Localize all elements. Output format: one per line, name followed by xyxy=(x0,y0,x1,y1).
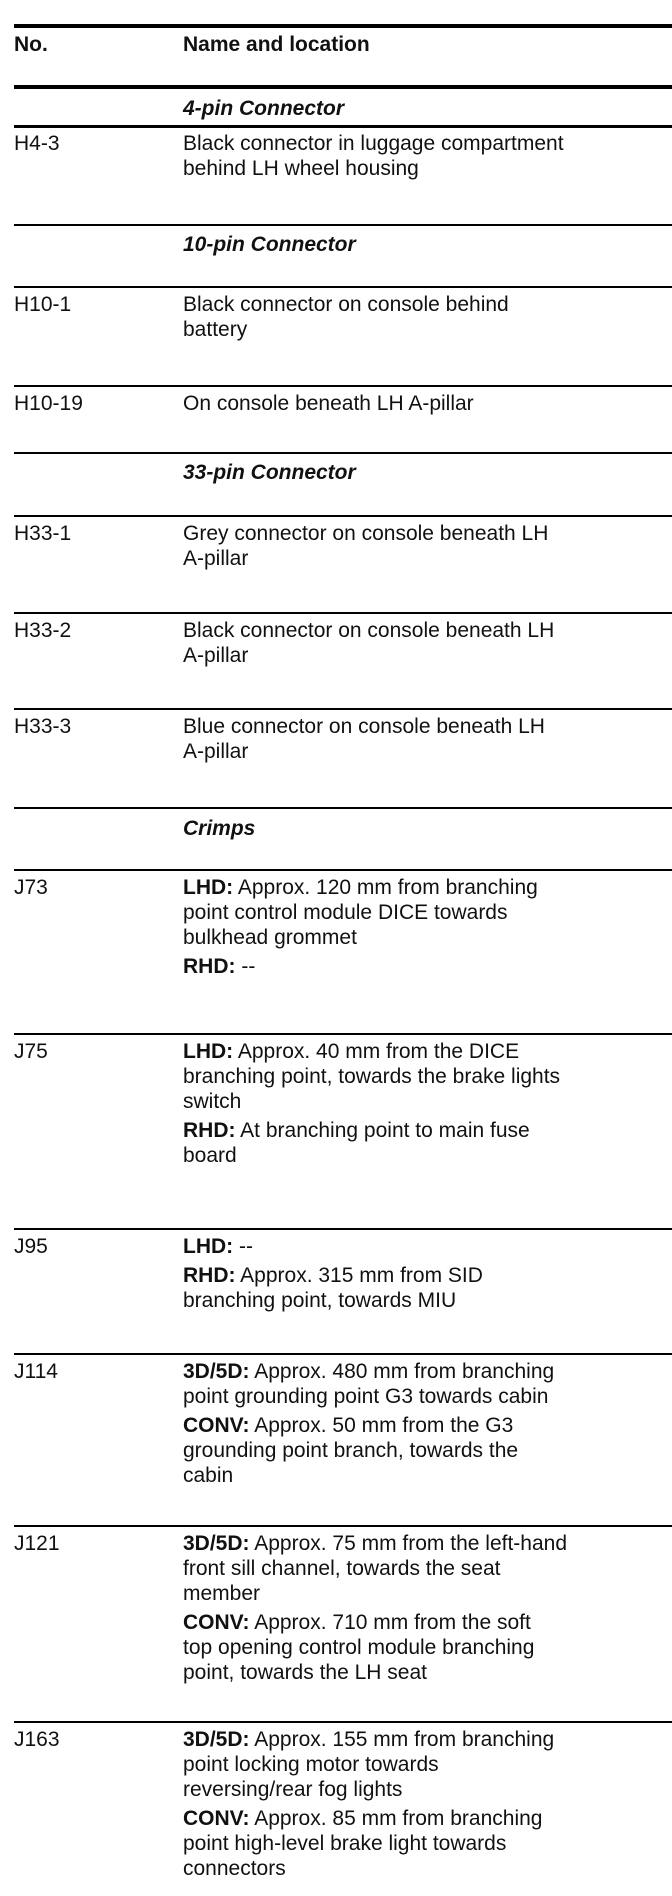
row-rule xyxy=(14,385,672,387)
description-paragraph xyxy=(183,1610,672,1685)
description-line: Black connector on console beneath LH xyxy=(183,619,555,642)
description-text: Approx. 710 mm from the soft xyxy=(249,1611,531,1634)
variant-label: LHD: xyxy=(183,1235,234,1258)
description-line xyxy=(183,1727,672,1752)
row-number-h33-3: H33-3 xyxy=(14,715,72,738)
description-line xyxy=(183,1531,672,1556)
row-number-j73: J73 xyxy=(14,876,48,899)
table-top-rule xyxy=(14,24,672,28)
variant-label: 3D/5D: xyxy=(183,1360,250,1383)
variant-label: CONV: xyxy=(183,1414,250,1437)
row-description-j73 xyxy=(183,875,672,979)
description-line: A-pillar xyxy=(183,644,249,667)
description-text: At branching point to main fuse xyxy=(235,1119,530,1142)
description-line: Grey connector on console beneath LH xyxy=(183,522,549,545)
header-no: No. xyxy=(14,33,48,56)
description-line: A-pillar xyxy=(183,740,249,763)
description-text: -- xyxy=(235,955,256,978)
row-rule xyxy=(14,1228,672,1230)
description-paragraph xyxy=(183,954,672,979)
description-line: point locking motor towards xyxy=(183,1753,439,1776)
row-rule xyxy=(14,612,672,614)
row-rule xyxy=(14,1721,672,1723)
row-rule xyxy=(14,1525,672,1527)
description-line: cabin xyxy=(183,1464,234,1487)
description-line: connectors xyxy=(183,1857,286,1880)
variant-label: LHD: xyxy=(183,876,234,899)
description-paragraph xyxy=(183,1359,672,1409)
description-line: A-pillar xyxy=(183,547,249,570)
variant-label: LHD: xyxy=(183,1040,234,1063)
description-line: point control module DICE towards xyxy=(183,901,508,924)
description-line: top opening control module branching xyxy=(183,1636,535,1659)
row-description-j114 xyxy=(183,1359,672,1488)
description-paragraph xyxy=(183,1413,672,1488)
description-paragraph xyxy=(183,875,672,950)
description-text: Approx. 50 mm from the G3 xyxy=(249,1414,514,1437)
row-description-h10-19 xyxy=(183,391,672,416)
description-paragraph xyxy=(183,1234,672,1259)
variant-label: RHD: xyxy=(183,955,236,978)
description-line: branching point, towards the brake lights xyxy=(183,1065,561,1088)
row-description-h33-1 xyxy=(183,521,672,571)
description-line: branching point, towards MIU xyxy=(183,1289,457,1312)
description-line: point grounding point G3 towards cabin xyxy=(183,1385,549,1408)
description-line: behind LH wheel housing xyxy=(183,157,419,180)
variant-label: 3D/5D: xyxy=(183,1532,250,1555)
description-line: grounding point branch, towards the xyxy=(183,1439,519,1462)
row-number-h10-19: H10-19 xyxy=(14,392,83,415)
description-text: Approx. 40 mm from the DICE xyxy=(233,1040,520,1063)
variant-label: RHD: xyxy=(183,1119,236,1142)
description-text: -- xyxy=(233,1235,253,1258)
description-text: Approx. 315 mm from SID xyxy=(235,1264,483,1287)
description-line xyxy=(183,875,672,900)
description-line: point high-level brake light towards xyxy=(183,1832,507,1855)
row-rule xyxy=(14,1353,672,1355)
description-line: Blue connector on console beneath LH xyxy=(183,715,545,738)
row-number-j95: J95 xyxy=(14,1235,48,1258)
row-number-h33-2: H33-2 xyxy=(14,619,72,642)
row-description-j95 xyxy=(183,1234,672,1313)
row-rule xyxy=(14,708,672,710)
description-text: Approx. 480 mm from branching xyxy=(249,1360,555,1383)
header-name-location: Name and location xyxy=(183,33,370,56)
description-line: board xyxy=(183,1144,237,1167)
row-number-j121: J121 xyxy=(14,1532,60,1555)
description-line: reversing/rear fog lights xyxy=(183,1778,403,1801)
row-description-j75 xyxy=(183,1039,672,1168)
description-text: Approx. 85 mm from branching xyxy=(249,1807,543,1830)
section-title-10-pin: 10-pin Connector xyxy=(183,233,356,256)
row-description-h33-3 xyxy=(183,714,672,764)
row-description-h33-2 xyxy=(183,618,672,668)
description-line: battery xyxy=(183,318,248,341)
row-description-h10-1 xyxy=(183,292,672,342)
description-line: Black connector in luggage compartment xyxy=(183,132,564,155)
description-line xyxy=(183,1234,672,1259)
description-line: switch xyxy=(183,1090,242,1113)
description-paragraph xyxy=(183,1263,672,1313)
row-description-j163 xyxy=(183,1727,672,1881)
row-number-j75: J75 xyxy=(14,1040,48,1063)
description-line: member xyxy=(183,1582,261,1605)
section-title-4-pin: 4-pin Connector xyxy=(183,97,344,120)
description-line xyxy=(183,1263,672,1288)
row-rule xyxy=(14,224,672,226)
section-title-33-pin: 33-pin Connector xyxy=(183,461,356,484)
row-rule xyxy=(14,807,672,809)
description-line xyxy=(183,1610,672,1635)
description-line xyxy=(183,1806,672,1831)
section-title-crimps: Crimps xyxy=(183,817,256,840)
row-rule xyxy=(14,286,672,288)
variant-label: 3D/5D: xyxy=(183,1728,250,1751)
row-rule xyxy=(14,1033,672,1035)
row-number-h4-3: H4-3 xyxy=(14,132,60,155)
description-text: Approx. 120 mm from branching xyxy=(233,876,538,899)
description-paragraph xyxy=(183,1806,672,1881)
description-line: front sill channel, towards the seat xyxy=(183,1557,501,1580)
description-line: bulkhead grommet xyxy=(183,926,357,949)
description-paragraph xyxy=(183,1039,672,1114)
description-line xyxy=(183,1118,672,1143)
variant-label: CONV: xyxy=(183,1807,250,1830)
row-rule xyxy=(14,452,672,454)
description-text: Approx. 155 mm from branching xyxy=(249,1728,555,1751)
row-number-h10-1: H10-1 xyxy=(14,293,72,316)
header-bottom-rule xyxy=(14,85,672,89)
description-paragraph xyxy=(183,1727,672,1802)
row-number-j163: J163 xyxy=(14,1728,60,1751)
description-line xyxy=(183,1413,672,1438)
row-number-j114: J114 xyxy=(14,1360,58,1383)
row-rule xyxy=(14,125,672,128)
row-number-h33-1: H33-1 xyxy=(14,522,72,545)
row-description-j121 xyxy=(183,1531,672,1685)
description-line xyxy=(183,954,672,979)
description-line: On console beneath LH A-pillar xyxy=(183,392,474,415)
description-paragraph xyxy=(183,1531,672,1606)
description-line: Black connector on console behind xyxy=(183,293,509,316)
variant-label: CONV: xyxy=(183,1611,250,1634)
description-line: point, towards the LH seat xyxy=(183,1661,427,1684)
row-rule xyxy=(14,869,672,871)
description-line xyxy=(183,1039,672,1064)
description-paragraph xyxy=(183,1118,672,1168)
variant-label: RHD: xyxy=(183,1264,236,1287)
row-rule xyxy=(14,515,672,517)
description-line xyxy=(183,1359,672,1384)
description-text: Approx. 75 mm from the left-hand xyxy=(249,1532,568,1555)
row-description-h4-3 xyxy=(183,131,672,181)
